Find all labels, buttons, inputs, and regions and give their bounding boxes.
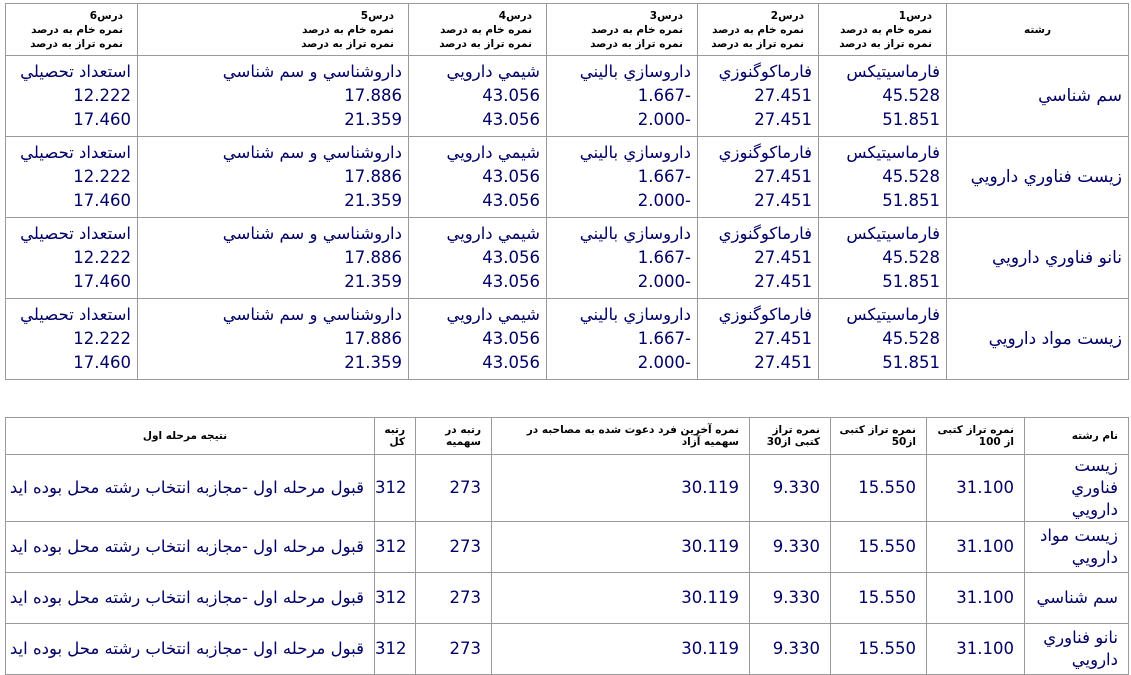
raw-score: -1.667	[637, 329, 691, 348]
course-name: داروشناسي و سم شناسي	[222, 62, 402, 81]
course-title: درس2	[770, 9, 804, 22]
total-100-cell-text: 31.100	[956, 639, 1014, 658]
field-name-cell: سم شناسي	[947, 56, 1129, 137]
overall-rank-cell	[375, 522, 416, 573]
course-1-cell	[819, 137, 947, 218]
raw-score: 12.222	[73, 86, 131, 105]
course-name: فارماكوگنوزي	[718, 143, 812, 162]
scaled-score: -2.000	[637, 353, 691, 372]
scaled-score: 43.056	[482, 272, 540, 291]
field-name-cell-text: سم شناسي	[1036, 588, 1118, 607]
result-cell	[6, 455, 375, 522]
scaled-score: 27.451	[754, 191, 812, 210]
total-100-cell-text: 31.100	[956, 588, 1014, 607]
course-3-cell	[547, 137, 698, 218]
scaled-score: 51.851	[882, 353, 940, 372]
scaled-score: 21.359	[344, 191, 402, 210]
course-scores-table	[5, 3, 1129, 380]
raw-score: -1.667	[637, 86, 691, 105]
result-cell-text: قبول مرحله اول -مجازبه انتخاب رشته محل بوده ايد	[9, 478, 364, 497]
course-3-header	[547, 4, 698, 56]
scaled-score: 21.359	[344, 110, 402, 129]
raw-score: -1.667	[637, 167, 691, 186]
scaled-score: 17.460	[73, 353, 131, 372]
total-30-cell-text: 9.330	[772, 537, 820, 556]
course-name: فارماسيتيكس	[846, 62, 940, 81]
course-scaled-label: نمره تراز به درصد	[439, 37, 532, 50]
result-cell-text: قبول مرحله اول -مجازبه انتخاب رشته محل بوده ايد	[9, 639, 364, 658]
course-2-header	[698, 4, 819, 56]
raw-score: 45.528	[882, 167, 940, 186]
scaled-score: 43.056	[482, 191, 540, 210]
field-name-cell-text: نانو فناوري دارويي	[1043, 628, 1118, 669]
course-scaled-label: نمره تراز به درصد	[839, 37, 932, 50]
course-2-cell	[698, 56, 819, 137]
raw-score: 17.886	[344, 167, 402, 186]
field-name-cell	[1025, 522, 1129, 573]
total-30-cell	[750, 455, 831, 522]
course-scores-header-row	[6, 4, 1129, 56]
last-invited-cell-text: 30.119	[681, 478, 739, 497]
raw-score: 27.451	[754, 86, 812, 105]
course-scores-row	[6, 299, 1129, 380]
course-2-cell	[698, 137, 819, 218]
overall-rank-cell	[375, 455, 416, 522]
field-name-header: نام رشته	[1025, 418, 1129, 455]
course-1-cell	[819, 218, 947, 299]
course-scaled-label: نمره تراز به درصد	[301, 37, 394, 50]
total-100-cell-text: 31.100	[956, 478, 1014, 497]
raw-score: 12.222	[73, 167, 131, 186]
course-name: استعداد تحصيلي	[20, 224, 131, 243]
raw-score: 27.451	[754, 167, 812, 186]
scaled-score: -2.000	[637, 191, 691, 210]
scaled-score: 43.056	[482, 110, 540, 129]
overall-rank-cell-text: 312	[375, 639, 407, 658]
total-30-cell-text: 9.330	[772, 478, 820, 497]
scaled-score: -2.000	[637, 272, 691, 291]
quota-rank-cell-text: 273	[449, 639, 481, 658]
course-6-cell	[6, 299, 138, 380]
course-raw-label: نمره خام به درصد	[302, 23, 394, 36]
course-6-cell	[6, 137, 138, 218]
course-5-cell	[138, 299, 409, 380]
course-1-header	[819, 4, 947, 56]
total-50-cell-text: 15.550	[858, 478, 916, 497]
quota-rank-cell	[416, 455, 492, 522]
course-name: شيمي دارويي	[446, 62, 540, 81]
course-name: داروشناسي و سم شناسي	[222, 224, 402, 243]
course-4-cell	[409, 299, 547, 380]
quota-rank-cell	[416, 573, 492, 624]
course-name: داروسازي باليني	[579, 143, 691, 162]
last-invited-cell	[492, 455, 750, 522]
total-50-cell	[831, 522, 927, 573]
total-100-header: نمره تراز کتبی از 100	[927, 418, 1025, 455]
total-100-cell	[927, 522, 1025, 573]
course-3-cell	[547, 218, 698, 299]
course-4-cell	[409, 137, 547, 218]
field-name-cell: زيست مواد دارويي	[947, 299, 1129, 380]
course-3-cell	[547, 299, 698, 380]
quota-rank-cell-text: 273	[449, 588, 481, 607]
course-name: فارماسيتيكس	[846, 305, 940, 324]
raw-score: 45.528	[882, 248, 940, 267]
course-1-cell	[819, 56, 947, 137]
course-name: داروسازي باليني	[579, 62, 691, 81]
course-title: درس1	[898, 9, 932, 22]
course-raw-label: نمره خام به درصد	[31, 23, 123, 36]
overall-rank-header: رتبه کل	[375, 418, 416, 455]
result-cell-text: قبول مرحله اول -مجازبه انتخاب رشته محل بوده ايد	[9, 537, 364, 556]
course-name: شيمي دارويي	[446, 305, 540, 324]
scaled-score: 27.451	[754, 110, 812, 129]
course-name: فارماسيتيكس	[846, 224, 940, 243]
total-30-cell	[750, 522, 831, 573]
course-4-header	[409, 4, 547, 56]
course-name: شيمي دارويي	[446, 143, 540, 162]
course-6-header	[6, 4, 138, 56]
first-stage-results-table	[5, 417, 1129, 675]
field-name-cell-text: زيست مواد دارويي	[1039, 526, 1118, 567]
raw-score: 43.056	[482, 167, 540, 186]
course-name: فارماكوگنوزي	[718, 62, 812, 81]
results-row	[6, 522, 1129, 573]
course-6-cell	[6, 56, 138, 137]
course-title: درس5	[360, 9, 394, 22]
course-name: استعداد تحصيلي	[20, 143, 131, 162]
course-3-cell	[547, 56, 698, 137]
field-name-cell	[1025, 455, 1129, 522]
results-row	[6, 455, 1129, 522]
course-name: داروسازي باليني	[579, 224, 691, 243]
course-2-cell	[698, 218, 819, 299]
course-raw-label: نمره خام به درصد	[591, 23, 683, 36]
result-header: نتيجه مرحله اول	[6, 418, 375, 455]
field-name-cell: زيست فناوري دارويي	[947, 137, 1129, 218]
result-cell	[6, 522, 375, 573]
scaled-score: -2.000	[637, 110, 691, 129]
course-4-cell	[409, 56, 547, 137]
course-5-cell	[138, 137, 409, 218]
course-raw-label: نمره خام به درصد	[440, 23, 532, 36]
course-5-header	[138, 4, 409, 56]
raw-score: 17.886	[344, 248, 402, 267]
total-50-cell	[831, 573, 927, 624]
course-name: استعداد تحصيلي	[20, 305, 131, 324]
last-invited-cell-text: 30.119	[681, 588, 739, 607]
scaled-score: 51.851	[882, 110, 940, 129]
raw-score: 43.056	[482, 329, 540, 348]
course-scores-row	[6, 218, 1129, 299]
total-100-cell	[927, 573, 1025, 624]
last-invited-cell-text: 30.119	[681, 537, 739, 556]
course-name: شيمي دارويي	[446, 224, 540, 243]
total-50-cell-text: 15.550	[858, 537, 916, 556]
raw-score: 43.056	[482, 86, 540, 105]
raw-score: 45.528	[882, 86, 940, 105]
field-name-cell: نانو فناوري دارويي	[947, 218, 1129, 299]
field-name-cell	[1025, 573, 1129, 624]
scaled-score: 51.851	[882, 272, 940, 291]
field-header: رشته	[947, 4, 1129, 56]
course-5-cell	[138, 218, 409, 299]
total-100-cell-text: 31.100	[956, 537, 1014, 556]
scaled-score: 17.460	[73, 110, 131, 129]
course-scaled-label: نمره تراز به درصد	[30, 37, 123, 50]
raw-score: 27.451	[754, 248, 812, 267]
quota-rank-cell-text: 273	[449, 478, 481, 497]
total-50-header: نمره تراز کتبی از50	[831, 418, 927, 455]
course-name: فارماسيتيكس	[846, 143, 940, 162]
scaled-score: 21.359	[344, 353, 402, 372]
total-50-cell-text: 15.550	[858, 639, 916, 658]
course-6-cell	[6, 218, 138, 299]
raw-score: 27.451	[754, 329, 812, 348]
course-scores-row	[6, 56, 1129, 137]
quota-rank-header: رتبه در سهميه	[416, 418, 492, 455]
course-raw-label: نمره خام به درصد	[840, 23, 932, 36]
overall-rank-cell	[375, 573, 416, 624]
raw-score: 43.056	[482, 248, 540, 267]
total-30-header: نمره تراز کتبی از30	[750, 418, 831, 455]
course-title: درس4	[498, 9, 532, 22]
last-invited-cell-text: 30.119	[681, 639, 739, 658]
scaled-score: 51.851	[882, 191, 940, 210]
scaled-score: 17.460	[73, 272, 131, 291]
course-name: فارماكوگنوزي	[718, 305, 812, 324]
scaled-score: 27.451	[754, 272, 812, 291]
total-50-cell	[831, 455, 927, 522]
scaled-score: 17.460	[73, 191, 131, 210]
course-name: داروشناسي و سم شناسي	[222, 305, 402, 324]
course-name: استعداد تحصيلي	[20, 62, 131, 81]
raw-score: 12.222	[73, 248, 131, 267]
raw-score: -1.667	[637, 248, 691, 267]
last-invited-cell	[492, 522, 750, 573]
result-cell-text: قبول مرحله اول -مجازبه انتخاب رشته محل بوده ايد	[9, 588, 364, 607]
field-name-cell-text: زيست فناوري دارويي	[1071, 456, 1118, 519]
course-4-cell	[409, 218, 547, 299]
course-5-cell	[138, 56, 409, 137]
total-30-cell-text: 9.330	[772, 588, 820, 607]
overall-rank-cell-text: 312	[375, 478, 407, 497]
raw-score: 12.222	[73, 329, 131, 348]
course-title: درس3	[649, 9, 683, 22]
course-name: فارماكوگنوزي	[718, 224, 812, 243]
course-raw-label: نمره خام به درصد	[712, 23, 804, 36]
raw-score: 45.528	[882, 329, 940, 348]
course-scaled-label: نمره تراز به درصد	[711, 37, 804, 50]
raw-score: 17.886	[344, 329, 402, 348]
total-30-cell-text: 9.330	[772, 639, 820, 658]
raw-score: 17.886	[344, 86, 402, 105]
last-invited-cell	[492, 573, 750, 624]
course-scores-row	[6, 137, 1129, 218]
scaled-score: 27.451	[754, 353, 812, 372]
total-100-cell	[927, 455, 1025, 522]
last-invited-header: نمره آخرين فرد دعوت شده به مصاحبه در سهميه آزاد	[492, 418, 750, 455]
scaled-score: 43.056	[482, 353, 540, 372]
course-title: درس6	[89, 9, 123, 22]
total-30-cell	[750, 573, 831, 624]
result-cell	[6, 573, 375, 624]
course-name: داروشناسي و سم شناسي	[222, 143, 402, 162]
course-scaled-label: نمره تراز به درصد	[590, 37, 683, 50]
quota-rank-cell-text: 273	[449, 537, 481, 556]
results-row	[6, 573, 1129, 624]
course-2-cell	[698, 299, 819, 380]
total-50-cell-text: 15.550	[858, 588, 916, 607]
course-1-cell	[819, 299, 947, 380]
course-name: داروسازي باليني	[579, 305, 691, 324]
results-header-row	[6, 418, 1129, 455]
quota-rank-cell	[416, 522, 492, 573]
scaled-score: 21.359	[344, 272, 402, 291]
overall-rank-cell-text: 312	[375, 537, 407, 556]
overall-rank-cell-text: 312	[375, 588, 407, 607]
